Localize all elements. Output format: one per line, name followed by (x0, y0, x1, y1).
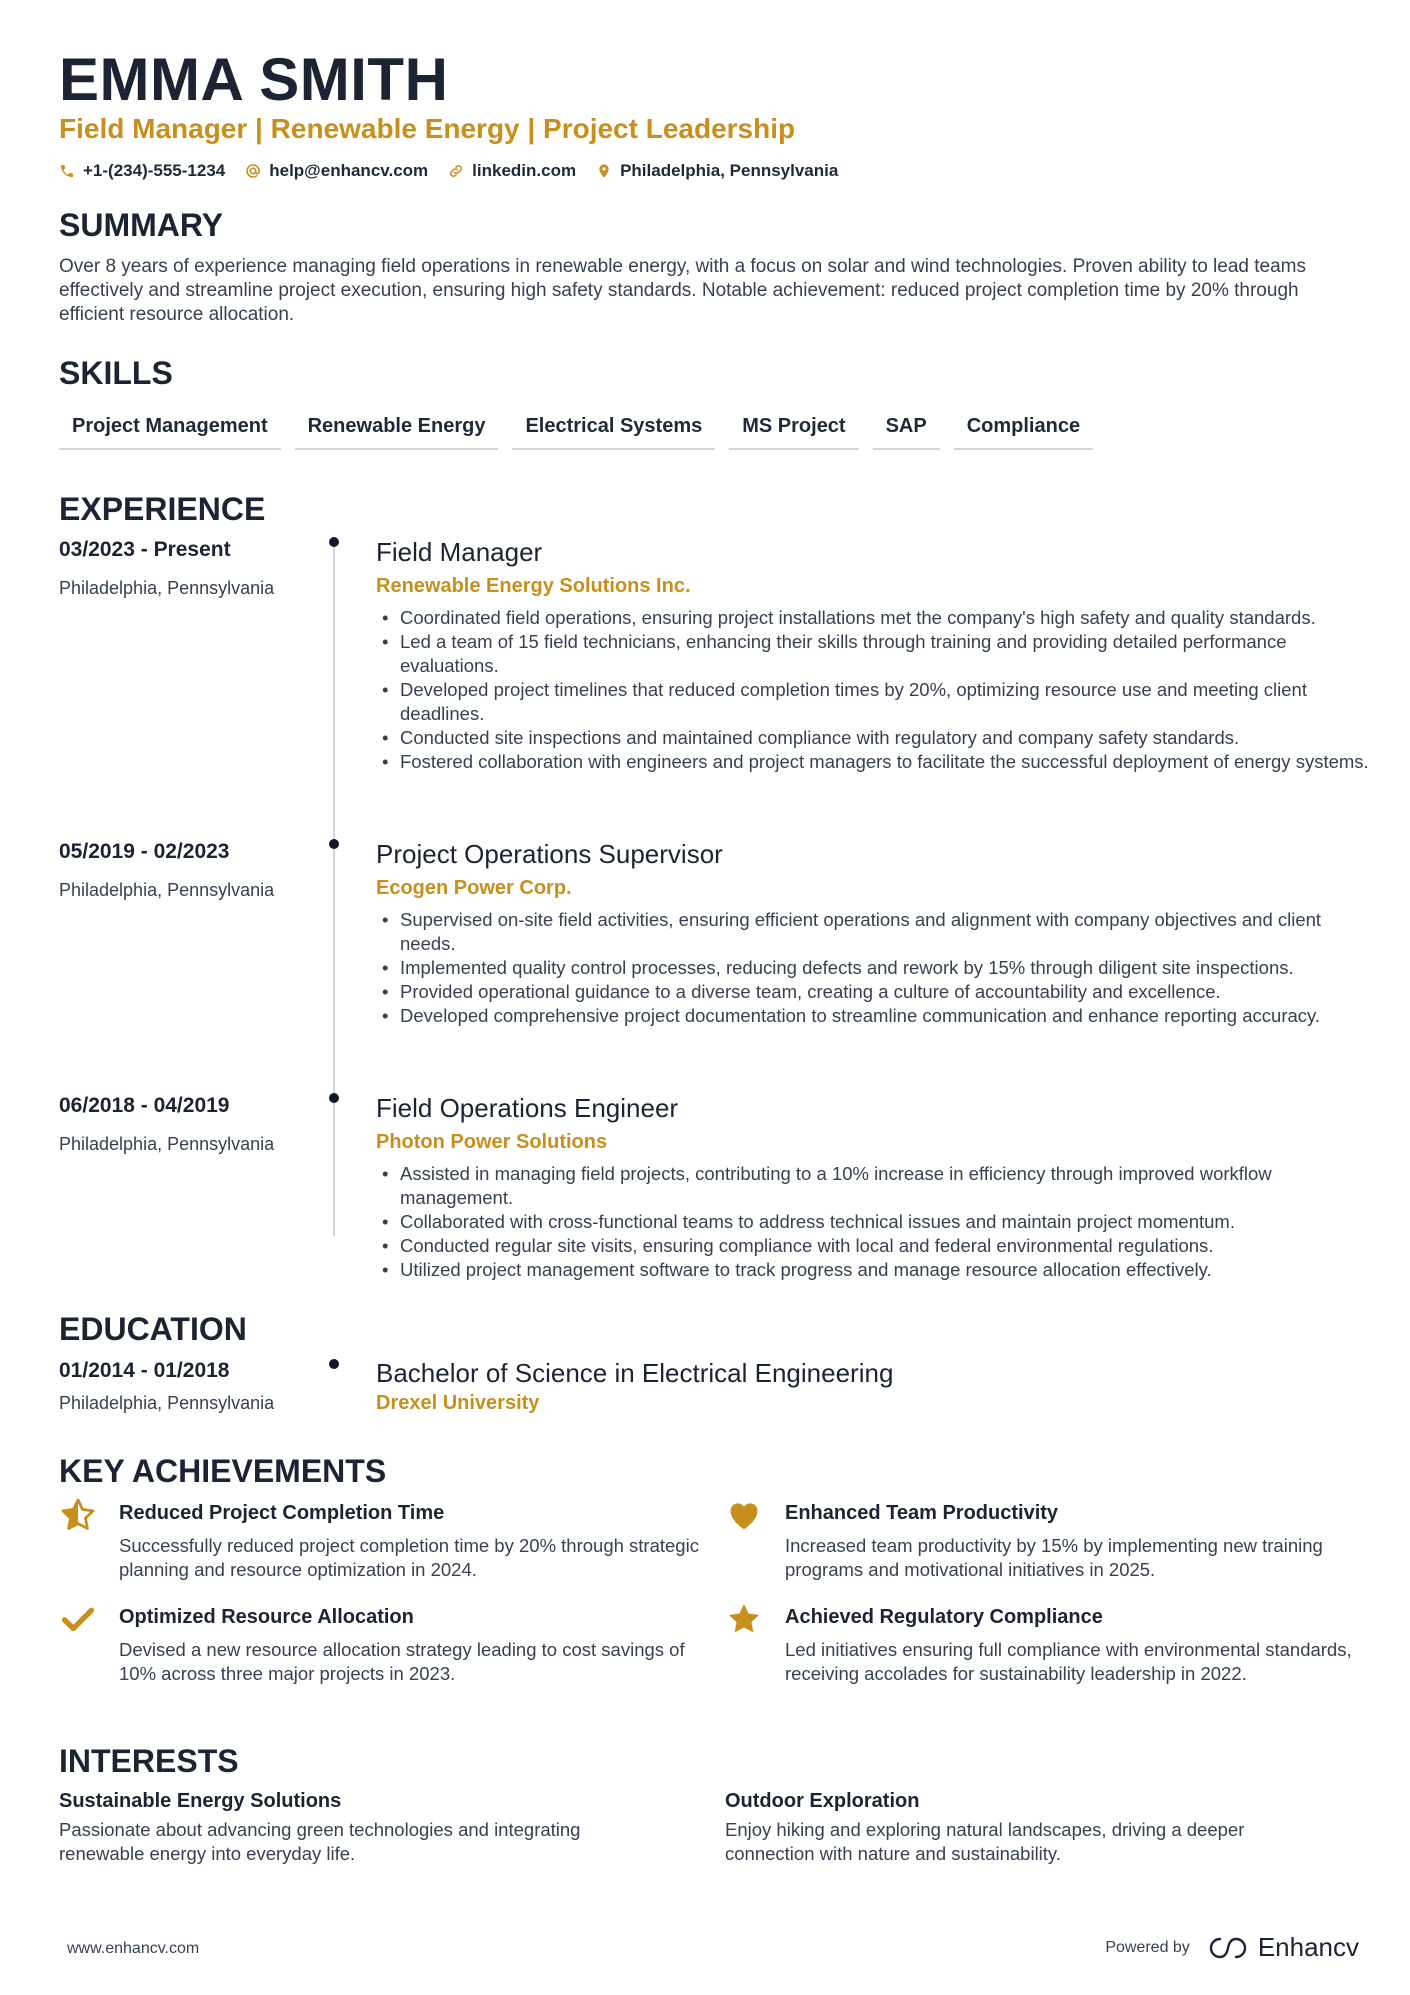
education-school: Drexel University (376, 1392, 540, 1414)
achievement-title: Achieved Regulatory Compliance (785, 1606, 1103, 1628)
heart-icon (725, 1496, 763, 1534)
location-pin-icon (596, 163, 612, 179)
achievement-text: Successfully reduced project completion time by 20% through strategic planning and resource optimization in 2024. (119, 1535, 699, 1580)
skills-list (59, 408, 1093, 450)
link-text: linkedin.com (472, 161, 577, 180)
interest-title: Sustainable Energy Solutions (59, 1790, 342, 1812)
at-icon (245, 163, 261, 179)
achievement-title: Enhanced Team Productivity (785, 1502, 1059, 1524)
job-bullet: • Led a team of 15 field technicians, enhancing their skills through training and providing detailed performance evaluations. (376, 630, 1376, 678)
contact-phone[interactable] (59, 160, 225, 182)
timeline-dot (329, 1359, 339, 1369)
job-bullet: • Conducted regular site visits, ensuring compliance with local and federal environmental regulations. (376, 1234, 1376, 1258)
education-heading: EDUCATION (59, 1311, 247, 1347)
job-title: Field Operations Engineer (376, 1093, 679, 1123)
skill-tag: Project Management (59, 408, 281, 450)
job-title: Project Operations Supervisor (376, 839, 723, 869)
job-bullets (376, 1162, 1376, 1282)
job-bullet: • Assisted in managing field projects, contributing to a 10% increase in efficiency through improved workflow management. (376, 1162, 1376, 1210)
achievements-heading: KEY ACHIEVEMENTS (59, 1453, 387, 1489)
achievement-text: Led initiatives ensuring full compliance with environmental standards, receiving accolades for sustainability leadership in 2022. (785, 1639, 1352, 1684)
brand-name: Enhancv (1257, 1932, 1359, 1962)
link-icon (448, 163, 464, 179)
contact-email[interactable] (245, 160, 428, 182)
job-location: Philadelphia, Pennsylvania (59, 880, 275, 900)
email-text: help@enhancv.com (269, 161, 429, 180)
job-date: 03/2023 - Present (59, 538, 231, 561)
timeline-line (333, 546, 335, 1236)
achievement-text: Devised a new resource allocation strategy leading to cost savings of 10% across three major projects in 2023. (119, 1639, 685, 1684)
job-bullets (376, 606, 1376, 774)
job-bullet: • Supervised on-site field activities, ensuring efficient operations and alignment with company objectives and client needs. (376, 908, 1376, 956)
job-company: Renewable Energy Solutions Inc. (376, 575, 691, 597)
footer-website[interactable]: www.enhancv.com (67, 1940, 200, 1957)
job-bullets (376, 908, 1376, 1028)
interest-text: Passionate about advancing green technologies and integrating renewable energy into everyday life. (59, 1819, 581, 1864)
job-bullet: • Utilized project management software to track progress and manage resource allocation effectively. (376, 1258, 1376, 1282)
location-text: Philadelphia, Pennsylvania (620, 161, 839, 180)
checkmark-icon (59, 1600, 97, 1638)
job-company: Ecogen Power Corp. (376, 877, 572, 899)
job-date: 05/2019 - 02/2023 (59, 840, 230, 863)
skill-tag: Electrical Systems (512, 408, 715, 450)
achievement-title: Optimized Resource Allocation (119, 1606, 414, 1628)
star-half-icon (59, 1496, 97, 1534)
job-location: Philadelphia, Pennsylvania (59, 1134, 275, 1154)
brand-logo[interactable] (1206, 1932, 1359, 1963)
enhancv-logo-icon (1206, 1935, 1250, 1961)
summary-heading: SUMMARY (59, 207, 224, 243)
job-bullet: • Fostered collaboration with engineers and project managers to facilitate the successful deployment of energy systems. (376, 750, 1376, 774)
phone-text: +1-(234)-555-1234 (83, 161, 226, 180)
interest-title: Outdoor Exploration (725, 1790, 920, 1812)
summary-text: Over 8 years of experience managing field operations in renewable energy, with a focus on solar and wind technologies. Proven ability to lead teams effectively and streamline project execution, ensuring high safety standards. Notable achievement: reduced project completion time by 20% through efficient resource allocation. (59, 256, 1306, 325)
star-icon (725, 1600, 763, 1638)
skill-tag: MS Project (729, 408, 858, 450)
job-title: Field Manager (376, 537, 543, 567)
timeline-dot (329, 1093, 339, 1103)
job-bullet: • Developed project timelines that reduced completion times by 20%, optimizing resource use and meeting client deadlines. (376, 678, 1376, 726)
education-location: Philadelphia, Pennsylvania (59, 1393, 275, 1413)
achievement-text: Increased team productivity by 15% by implementing new training programs and motivational initiatives in 2025. (785, 1535, 1323, 1580)
timeline-dot (329, 537, 339, 547)
contact-link[interactable] (448, 160, 576, 182)
contact-location (596, 160, 838, 182)
job-bullet: • Collaborated with cross-functional teams to address technical issues and maintain project momentum. (376, 1210, 1376, 1234)
job-location: Philadelphia, Pennsylvania (59, 578, 275, 598)
achievement-title: Reduced Project Completion Time (119, 1502, 445, 1524)
interest-item (725, 1788, 1345, 1866)
contact-row (59, 160, 838, 182)
job-bullet: • Conducted site inspections and maintained compliance with regulatory and company safety standards. (376, 726, 1376, 750)
candidate-tagline: Field Manager | Renewable Energy | Project Leadership (59, 113, 796, 144)
phone-icon (59, 163, 75, 179)
candidate-name: EMMA SMITH (59, 46, 449, 113)
interest-text: Enjoy hiking and exploring natural landscapes, driving a deeper connection with nature and sustainability. (725, 1819, 1245, 1864)
education-degree: Bachelor of Science in Electrical Engineering (376, 1358, 894, 1388)
powered-by-label: Powered by (1105, 1938, 1190, 1956)
job-bullet: • Implemented quality control processes, reducing defects and rework by 15% through diligent site inspections. (376, 956, 1376, 980)
skill-tag: Renewable Energy (295, 408, 499, 450)
interest-item (59, 1788, 679, 1866)
interests-heading: INTERESTS (59, 1743, 239, 1779)
footer-branding (1105, 1932, 1359, 1963)
education-date: 01/2014 - 01/2018 (59, 1359, 230, 1382)
job-date: 06/2018 - 04/2019 (59, 1094, 230, 1117)
job-bullet: • Coordinated field operations, ensuring project installations met the company's high safety and quality standards. (376, 606, 1376, 630)
skill-tag: SAP (873, 408, 940, 450)
job-company: Photon Power Solutions (376, 1131, 608, 1153)
experience-heading: EXPERIENCE (59, 491, 266, 527)
job-bullet: • Provided operational guidance to a diverse team, creating a culture of accountability and excellence. (376, 980, 1376, 1004)
timeline-dot (329, 839, 339, 849)
skill-tag: Compliance (954, 408, 1093, 450)
skills-heading: SKILLS (59, 355, 173, 391)
job-bullet: • Developed comprehensive project documentation to streamline communication and enhance reporting accuracy. (376, 1004, 1376, 1028)
